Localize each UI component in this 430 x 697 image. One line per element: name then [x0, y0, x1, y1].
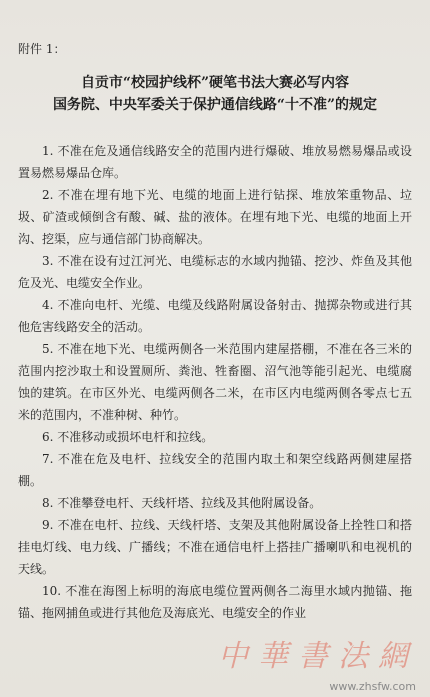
- rule-7: 7. 不准在危及电杆、拉线安全的范围内取土和架空线路两侧建屋搭棚。: [18, 452, 412, 488]
- rule-2: 2. 不准在埋有地下光、电缆的地面上进行钻探、堆放笨重物品、垃圾、矿渣或倾倒含有酸、碱、盐的液体。在埋有地下光、电缆的地面上开沟、挖渠，应与通信部门协商解决。: [18, 188, 412, 246]
- rule-6: 6. 不准移动或损坏电杆和拉线。: [42, 430, 214, 444]
- rule-1: 1. 不准在危及通信线路安全的范围内进行爆破、堆放易燃易爆品或设置易燃易爆品仓库。: [18, 144, 412, 180]
- rule-10: 10. 不准在海图上标明的海底电缆位置两侧各二海里水域内抛锚、拖锚、拖网捕鱼或进行其他危及海底光、电缆安全的作业: [18, 584, 412, 620]
- site-watermark-url: www.zhsfw.com: [329, 680, 416, 693]
- rule-8: 8. 不准攀登电杆、天线杆塔、拉线及其他附属设备。: [42, 496, 322, 510]
- site-watermark-logo: 中華書法網: [218, 639, 418, 674]
- attachment-label: 附件 1：: [18, 42, 66, 56]
- rules-list: [18, 140, 412, 624]
- rule-4: 4. 不准向电杆、光缆、电缆及线路附属设备射击、抛掷杂物或进行其他危害线路安全的活动。: [18, 298, 412, 334]
- rule-5: 5. 不准在地下光、电缆两侧各一米范围内建屋搭棚，不准在各三米的范围内挖沙取土和设置厕所、粪池、牲畜圈、沼气池等能引起光、电缆腐蚀的建筑。在市区外光、电缆两侧各二米，在市区内电缆两侧各零点七五米的范围内，不准种树、种竹。: [18, 342, 412, 422]
- document-subtitle: 国务院、中央军委关于保护通信线路“十不准”的规定: [52, 97, 378, 113]
- rule-3: 3. 不准在设有过江河光、电缆标志的水域内抛锚、挖沙、炸鱼及其他危及光、电缆安全作业。: [18, 254, 412, 290]
- rule-9: 9. 不准在电杆、拉线、天线杆塔、支架及其他附属设备上拴牲口和搭挂电灯线、电力线、广播线；不准在通信电杆上搭挂广播喇叭和电视机的天线。: [18, 518, 412, 576]
- document-title: 自贡市“校园护线杯”硬笔书法大赛必写内容: [80, 75, 350, 91]
